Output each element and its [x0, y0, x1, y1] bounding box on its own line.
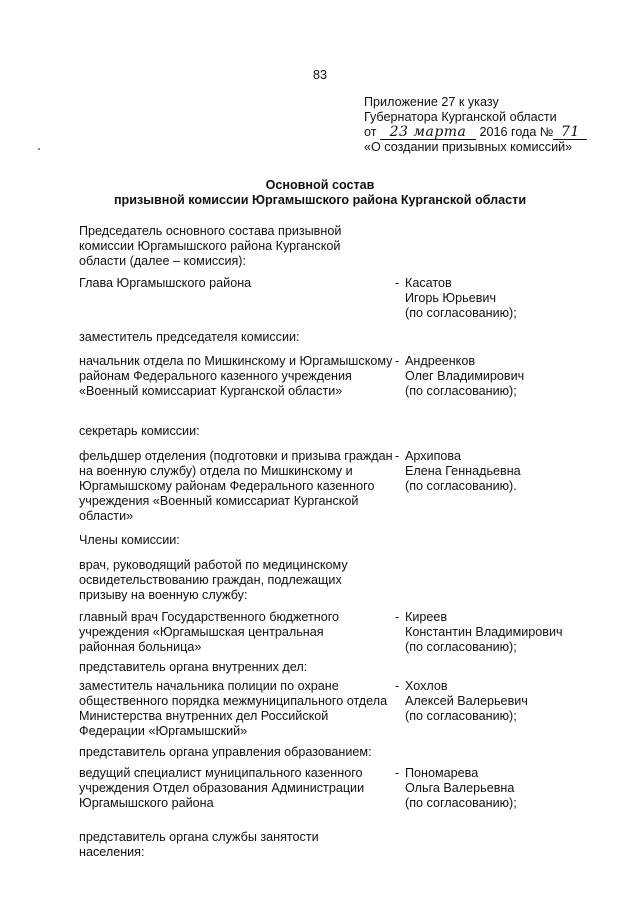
intro-chairman: Председатель основного состава призывной комиссии Юргамышского района Курганской области (далее – комиссия):: [79, 224, 342, 268]
person-name: Ольга Валерьевна: [405, 781, 515, 795]
appendix-line-1: Приложение 27 к указу: [364, 95, 499, 109]
section-police: представитель органа внутренних дел:: [79, 660, 308, 674]
entry-person: - Архипова Елена Геннадьевна (по согласованию).: [395, 449, 625, 494]
scan-dot: [38, 148, 40, 150]
handwritten-number: 71: [553, 126, 587, 140]
appendix-line-3: [364, 125, 614, 140]
appendix-from: от: [364, 125, 377, 139]
entry-role: начальник отдела по Мишкинскому и Юргамышскому районам Федерального казенного учреждения «Военный комиссариат Курганской области»: [79, 354, 393, 398]
appendix-year: 2016 года №: [479, 125, 554, 139]
entry-role: заместитель начальника полиции по охране общественного порядка межмуниципального отдела Министерства внутренних дел Российской Федерации «Юргамышский»: [79, 679, 388, 738]
person-surname: Хохлов: [405, 679, 448, 693]
section-deputy: заместитель председателя комиссии:: [79, 330, 300, 344]
appendix-line-4: «О создании призывных комиссий»: [364, 140, 573, 154]
section-members: Члены комиссии:: [79, 533, 180, 547]
document-title: [0, 178, 640, 208]
handwritten-date: 23 марта: [380, 126, 476, 140]
person-name: Олег Владимирович: [405, 369, 525, 383]
appendix-line-2: Губернатора Курганской области: [364, 110, 557, 124]
appendix-header: [364, 95, 614, 155]
person-surname: Киреев: [405, 610, 448, 624]
entry-role: Глава Юргамышского района: [79, 276, 252, 290]
person-surname: Андреенков: [405, 354, 476, 368]
entry-role: ведущий специалист муниципального казенного учреждения Отдел образования Администрации Юргамышского района: [79, 766, 365, 810]
person-note: (по согласованию);: [405, 384, 517, 398]
section-education: представитель органа управления образованием:: [79, 745, 372, 759]
person-surname: Пономарева: [405, 766, 479, 780]
person-name: Игорь Юрьевич: [405, 291, 497, 305]
person-name: Елена Геннадьевна: [405, 464, 521, 478]
person-note: (по согласованию).: [405, 479, 517, 493]
person-note: (по согласованию);: [405, 709, 517, 723]
person-note: (по согласованию);: [405, 796, 517, 810]
person-name: Алексей Валерьевич: [405, 694, 528, 708]
person-note: (по согласованию);: [405, 306, 517, 320]
section-doctor: врач, руководящий работой по медицинскому освидетельствованию граждан, подлежащих призыву на военную службу:: [79, 558, 348, 602]
title-line-2: призывной комиссии Юргамышского района Курганской области: [113, 193, 527, 207]
person-surname: Архипова: [405, 449, 461, 463]
section-employment: представитель органа службы занятости населения:: [79, 830, 319, 859]
entry-person: - Хохлов Алексей Валерьевич (по согласованию);: [395, 679, 625, 724]
entry-person: - Касатов Игорь Юрьевич (по согласованию);: [395, 276, 625, 321]
entry-person: - Андреенков Олег Владимирович (по согласованию);: [395, 354, 625, 399]
person-surname: Касатов: [405, 276, 452, 290]
title-line-1: Основной состав: [265, 178, 375, 192]
section-secretary: секретарь комиссии:: [79, 424, 200, 438]
page-number: 83: [312, 68, 327, 82]
person-name: Константин Владимирович: [405, 625, 563, 639]
entry-role: фельдшер отделения (подготовки и призыва граждан на военную службу) отдела по Мишкинскому и Юргамышскому районам Федерального казенного учреждения «Военный комиссариат Курганской области»: [79, 449, 393, 523]
entry-role: главный врач Государственного бюджетного учреждения «Юргамышская центральная районная больница»: [79, 610, 340, 654]
entry-person: - Киреев Константин Владимирович (по согласованию);: [395, 610, 625, 655]
entry-person: - Пономарева Ольга Валерьевна (по согласованию);: [395, 766, 625, 811]
person-note: (по согласованию);: [405, 640, 517, 654]
